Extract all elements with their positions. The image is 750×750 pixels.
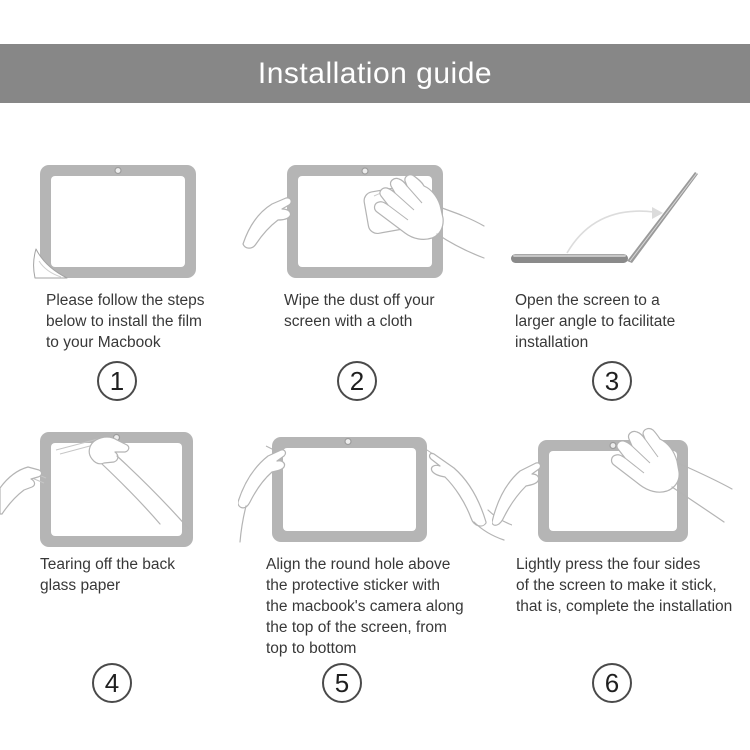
step-1-number-badge: 1 — [97, 361, 137, 401]
step-2-number-badge: 2 — [337, 361, 377, 401]
screen-film-peeled-corner-icon — [30, 158, 205, 288]
step-5-number-badge: 5 — [322, 663, 362, 703]
step-5-text: Align the round hole above the protective sticker with the macbook's camera along the top of the screen, from top to bottom — [266, 556, 464, 657]
step-3-text: Open the screen to a larger angle to facilitate installation — [515, 292, 676, 351]
step-3-number-badge: 3 — [592, 361, 632, 401]
wipe-screen-cloth-icon — [238, 158, 500, 288]
step-6-text: Lightly press the four sides of the screen to make it stick, that is, complete the installation — [516, 556, 733, 615]
tear-back-paper-icon — [0, 425, 250, 553]
open-laptop-side-view-icon — [505, 160, 710, 270]
step-2-text: Wipe the dust off your screen with a cloth — [284, 292, 435, 330]
step-4-number-badge: 4 — [92, 663, 132, 703]
press-screen-sides-icon — [492, 425, 750, 553]
align-film-two-hands-icon — [238, 430, 512, 552]
header-bar — [0, 44, 750, 103]
step-6-number-badge: 6 — [592, 663, 632, 703]
step-4-text: Tearing off the back glass paper — [40, 556, 175, 594]
page-title: Installation guide — [257, 56, 493, 90]
step-1-text: Please follow the steps below to install the film to your Macbook — [46, 292, 205, 351]
